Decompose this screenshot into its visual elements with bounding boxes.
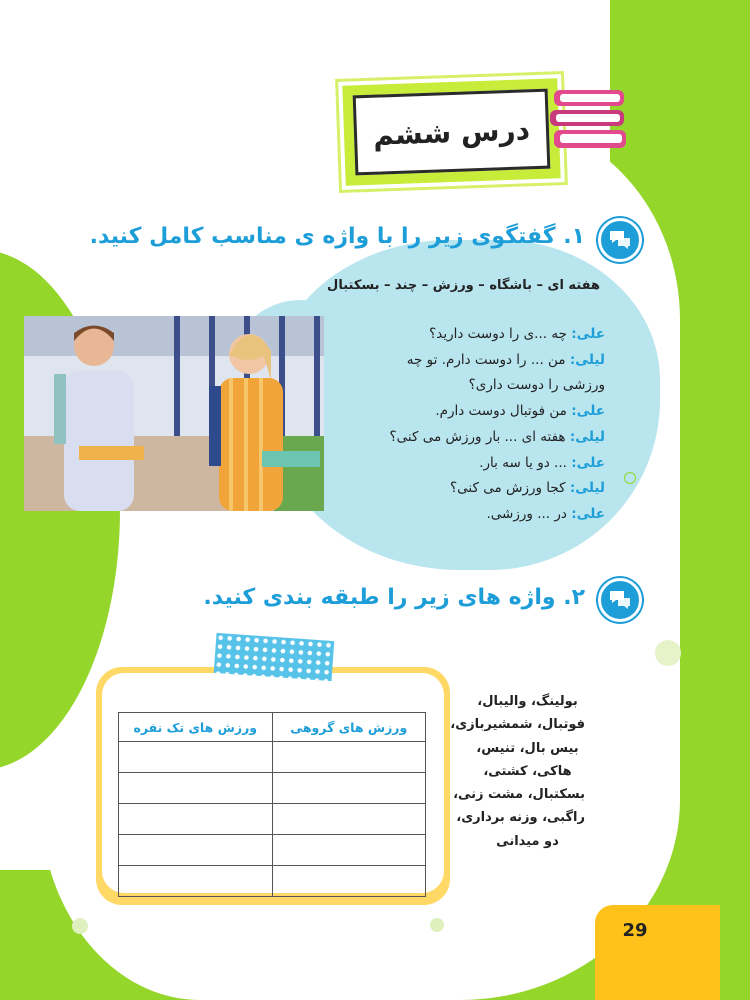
decor-dot — [72, 918, 88, 934]
dialogue-text: هفته ای ... بار ورزش می کنی؟ — [389, 428, 570, 445]
table-cell[interactable] — [272, 866, 426, 897]
dialogue-text: چه ...ی را دوست دارید؟ — [429, 326, 572, 342]
table-row — [119, 773, 426, 804]
dialogue-line — [380, 476, 605, 502]
table-cell[interactable] — [272, 773, 426, 804]
table-cell[interactable] — [119, 804, 273, 835]
dialogue-line — [380, 348, 605, 374]
table-row — [119, 742, 426, 773]
dialogue-text: من فوتبال دوست دارم. — [435, 403, 572, 420]
chat-icon — [598, 578, 642, 622]
dialogue-text: من ... را دوست دارم. تو چه — [406, 351, 570, 368]
dialogue-line — [380, 322, 605, 348]
speaker-label: علی: — [571, 403, 605, 420]
list-item: بسکتبال، مشت زنی، — [453, 787, 585, 803]
table-row — [119, 835, 426, 866]
table-cell[interactable] — [119, 742, 273, 773]
decor-ring — [624, 472, 636, 484]
table-row — [119, 866, 426, 897]
page-number: 29 — [622, 920, 648, 941]
decor-dot — [655, 640, 681, 666]
list-item: راگبی، وزنه برداری، — [456, 810, 585, 826]
lesson-title-banner — [338, 74, 565, 190]
list-item: دو میدانی — [496, 833, 559, 849]
table-cell[interactable] — [119, 866, 273, 897]
books-icon — [550, 86, 630, 156]
speaker-label: علی: — [571, 326, 605, 342]
speaker-label: علی: — [571, 505, 605, 522]
classification-table — [118, 712, 426, 897]
list-item: بولینگ، والیبال، — [477, 694, 578, 709]
dialogue-line — [380, 373, 605, 399]
lesson-title: درس ششم — [353, 89, 551, 176]
list-item: بیس بال، تنیس، — [476, 740, 579, 756]
exercise2-heading: ۲. واژه های زیر را طبقه بندی کنید. — [203, 585, 585, 610]
dialogue-text: کجا ورزش می کنی؟ — [449, 480, 570, 497]
table-header-row — [119, 713, 426, 742]
list-item: هاکی، کشتی، — [483, 763, 572, 779]
dialogue-line — [380, 451, 605, 477]
dialogue-text: ... دو یا سه بار. — [479, 454, 572, 471]
speaker-label: لیلی: — [569, 351, 605, 368]
dialogue-line — [380, 425, 605, 451]
table-header-team-sports: ورزش های گروهی — [272, 713, 426, 742]
table-cell[interactable] — [272, 742, 426, 773]
dialogue — [380, 322, 605, 528]
dialogue-line — [380, 502, 605, 528]
students-photo — [24, 316, 324, 511]
dialogue-text: ورزشی را دوست داری؟ — [468, 377, 605, 394]
decor-tape — [214, 633, 335, 681]
table-cell[interactable] — [272, 835, 426, 866]
speaker-label: لیلی: — [569, 480, 605, 497]
decor-dot — [430, 918, 444, 932]
dialogue-line — [380, 399, 605, 425]
speaker-label: علی: — [571, 454, 605, 471]
dialogue-text: در ... ورزشی. — [486, 505, 572, 522]
table-row — [119, 804, 426, 835]
list-item: فوتبال، شمشیربازی، — [450, 717, 585, 733]
table-cell[interactable] — [272, 804, 426, 835]
speaker-label: لیلی: — [569, 428, 605, 445]
sports-word-list — [450, 690, 585, 853]
word-bank: هفته ای – باشگاه – ورزش – چند – بسکتبال — [327, 278, 600, 293]
table-cell[interactable] — [119, 835, 273, 866]
table-header-individual-sports: ورزش های تک نفره — [119, 713, 273, 742]
chat-icon — [598, 218, 642, 262]
exercise1-heading: ۱. گفتگوی زیر را با واژه ی مناسب کامل کنید. — [89, 224, 585, 249]
table-cell[interactable] — [119, 773, 273, 804]
